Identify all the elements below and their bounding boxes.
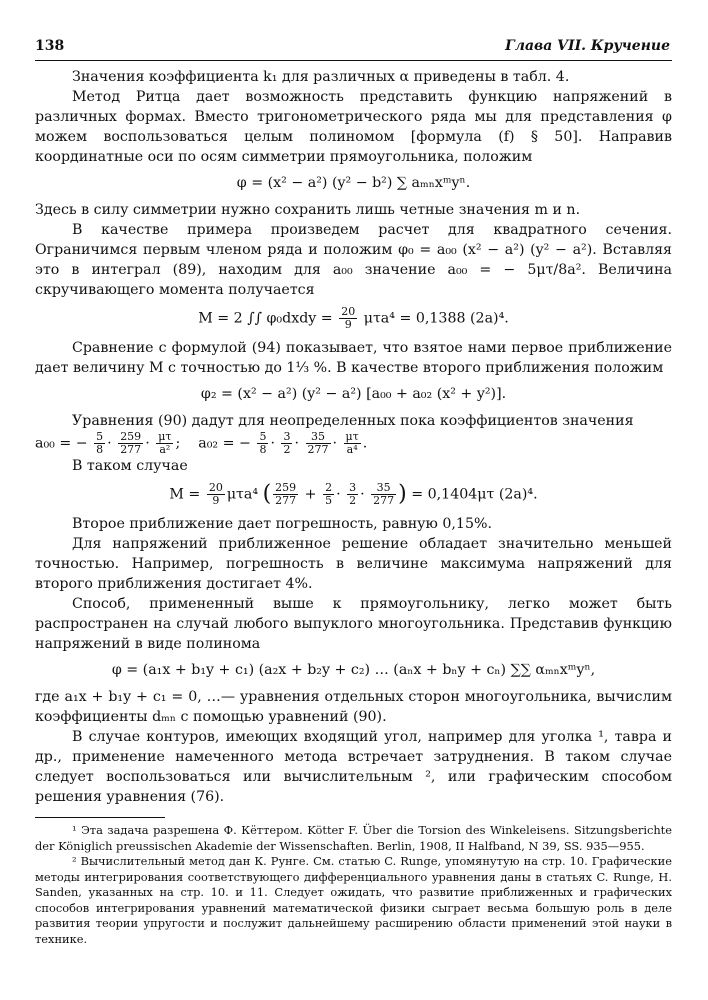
paragraph-symmetry: Здесь в силу симметрии нужно сохранить лишь четные значения m и n. <box>35 202 581 218</box>
footnote-rule <box>35 817 165 818</box>
footnote-2: ² Вычислительный метод дан К. Рунге. См. статью C. Runge, упомянутую на стр. 10. Графические методы интегрирования соответствующего дифференциального уравнения даны в статьях C. Runge, H. Sanden, указанных на стр. 10. и 11. Следует ожидать, что развитие приближенных и графических способов интегрирования уравнений математической физики сыграет весьма большую роль в деле развития теории упругости и послужит дальнейшему расширению области применений этой науки в технике. <box>35 854 672 946</box>
formula-torque-second: M = $\frac{20}{9}$ μτa⁴ ( $\frac{259}{277}$ + $\frac{2}{5}$ · $\frac{3}{2}$ · $\frac{35}{277}$ ) = 0,1404μτ (2a)⁴. <box>169 481 538 507</box>
paragraph-error: Второе приближение дает погрешность, равную 0,15%. <box>72 516 492 532</box>
paragraph-equations-90: Уравнения (90) дадут для неопределенных пока коэффициентов значения <box>72 413 634 429</box>
paragraph-coefficients: Значения коэффициента k₁ для различных α приведены в табл. 4. <box>72 69 570 85</box>
paragraph-where: где a₁x + b₁y + c₁ = 0, …— уравнения отдельных сторон многоугольника, вычислим коэффициенты dₘₙ с помощью уравнений (90). <box>35 689 672 725</box>
footnote-1: ¹ Эта задача разрешена Ф. Кёттером. Kötter F. Über die Torsion des Winkeleisens. Sitzungsberichte der Königlich preussischen Akademie der Wissenschaften. Berlin, 1908, II Halfband, N 39, SS. 935—955. <box>35 823 672 853</box>
footnotes <box>35 823 672 947</box>
formula-phi-polynomial: φ = (x² − a²) (y² − b²) ∑ aₘₙxᵐyⁿ. <box>236 175 471 191</box>
paragraph-polygon-method: Способ, примененный выше к прямоугольнику, легко может быть распространен на случай любого выпуклого многоугольника. Представив функцию напряжений в виде полинома <box>35 596 672 652</box>
page-body <box>35 67 672 947</box>
formula-second-approximation: φ₂ = (x² − a²) (y² − a²) [a₀₀ + a₀₂ (x² + y²)]. <box>200 386 507 402</box>
page-number: 138 <box>35 38 65 54</box>
formula-coefficients: a₀₀ = − $\frac{5}{8}$ · $\frac{259}{277}$ · $\frac{\mu\tau}{\text{a²}}$ ; a₀₂ = − $\frac{5}{8}$ · $\frac{3}{2}$ · $\frac{35}{277}$ · $\frac{\mu\tau}{\text{a⁴}}$ . <box>35 430 368 456</box>
paragraph-reentrant-corner: В случае контуров, имеющих входящий угол, например для уголка ¹, тавра и др., применение намеченного метода встречает затруднения. В таком случае следует воспользоваться или вычислительным ², или графическим способом решения уравнения (76). <box>35 729 672 805</box>
paragraph-comparison: Сравнение с формулой (94) показывает, что взятое нами первое приближение дает величину M с точностью до 1⅓ %. В качестве второго приближения положим <box>35 340 672 376</box>
paragraph-ritz-method: Метод Ритца дает возможность представить функцию напряжений в различных формах. Вместо тригонометрического ряда мы для представления φ можем воспользоваться целым полиномом [формула (f) § 50]. Направив координатные оси по осям симметрии прямоугольника, положим <box>35 89 672 165</box>
paragraph-stress-accuracy: Для напряжений приближенное решение обладает значительно меньшей точностью. Например, погрешность в величине максимума напряжений для второго приближения достигает 4%. <box>35 536 672 592</box>
header-rule <box>35 60 672 61</box>
formula-torque-first: M = 2 ∫∫ φ₀dxdy = $\frac{20}{9}$ μτa⁴ = 0,1388 (2a)⁴. <box>198 305 509 331</box>
paragraph-square-example: В качестве примера произведем расчет для квадратного сечения. Ограничимся первым членом ряда и положим φ₀ = a₀₀ (x² − a²) (y² − a²). Вставляя это в интеграл (89), находим для a₀₀ значение a₀₀ = − 5μτ/8a². Величина скручивающего момента получается <box>35 222 672 298</box>
paragraph-in-this-case: В таком случае <box>72 458 188 474</box>
chapter-title: Глава VII. Кручение <box>505 38 670 54</box>
formula-polygon: φ = (a₁x + b₁y + c₁) (a₂x + b₂y + c₂) … (aₙx + bₙy + cₙ) ∑∑ αₘₙxᵐyⁿ, <box>111 662 596 678</box>
